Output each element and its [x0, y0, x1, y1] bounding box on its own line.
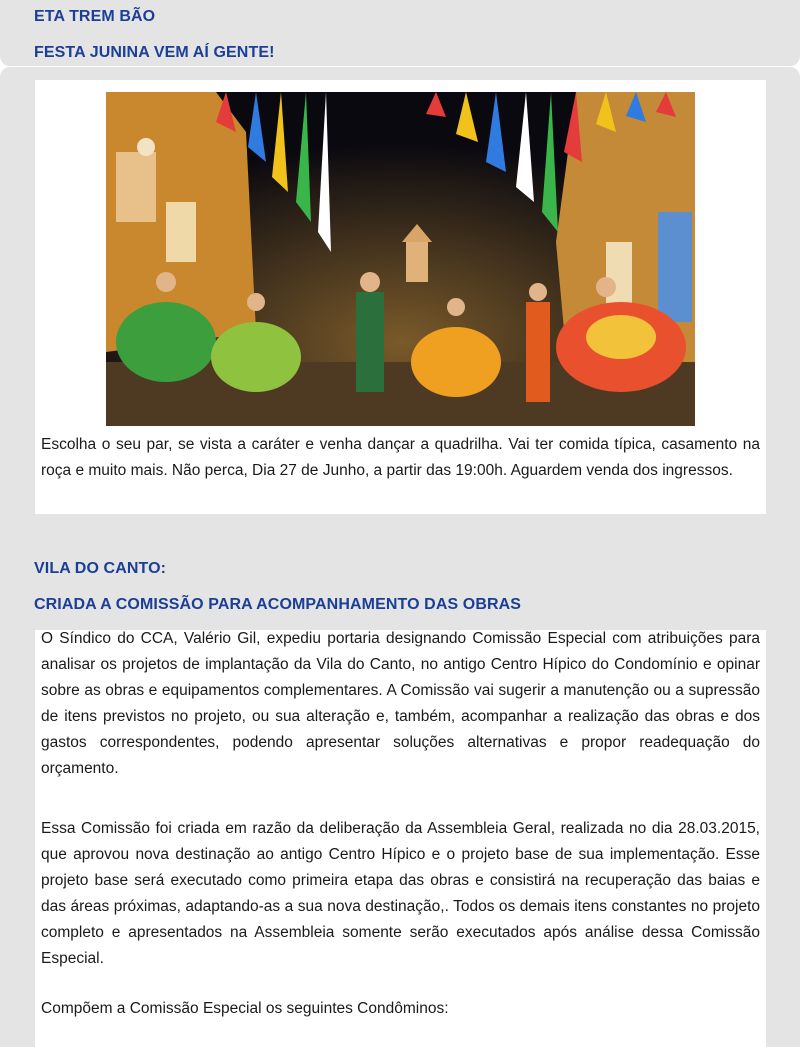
- section-kicker-2: VILA DO CANTO:: [34, 560, 167, 577]
- article-card: [35, 80, 766, 514]
- article-card-2: [35, 630, 766, 1050]
- article-paragraph-3: Compõem a Comissão Especial os seguintes Condôminos:: [41, 1000, 449, 1017]
- article-paragraph-1: O Síndico do CCA, Valério Gil, expediu portaria designando Comissão Especial com atribuições para analisar os projetos de implantação da Vila do Canto, no antigo Centro Hípico do Condomínio e opinar sobre as obras e equipamentos complementares. A Comissão vai sugerir a manutenção ou a supressão de itens previstos no projeto, ou sua alteração e, também, acompanhar a realização das obras e dos gastos correspondentes, podendo apresentar soluções alternativas e propor readequação do orçamento.: [41, 630, 760, 777]
- photo-illustration: [106, 92, 695, 426]
- section-kicker: ETA TREM BÃO: [34, 8, 156, 25]
- festa-junina-photo: [106, 92, 695, 426]
- article-title: FESTA JUNINA VEM AÍ GENTE!: [34, 44, 275, 61]
- article-title-2: CRIADA A COMISSÃO PARA ACOMPANHAMENTO DAS OBRAS: [34, 596, 522, 613]
- article-body: Escolha o seu par, se vista a caráter e venha dançar a quadrilha. Vai ter comida típica, casamento na roça e muito mais. Não perca, Dia 27 de Junho, a partir das 19:00h. Aguardem venda dos ingressos.: [41, 436, 760, 479]
- article-paragraph-2: Essa Comissão foi criada em razão da deliberação da Assembleia Geral, realizada no dia 28.03.2015, que aprovou nova destinação ao antigo Centro Hípico e o projeto base de sua implementação. Esse projeto base será executado como primeira etapa das obras e consistirá na recuperação das baias e das áreas próximas, adaptando-as a sua nova destinação,. Todos os demais itens constantes no projeto completo e apresentados na Assembleia somente serão executados após análise dessa Comissão Especial.: [41, 820, 760, 967]
